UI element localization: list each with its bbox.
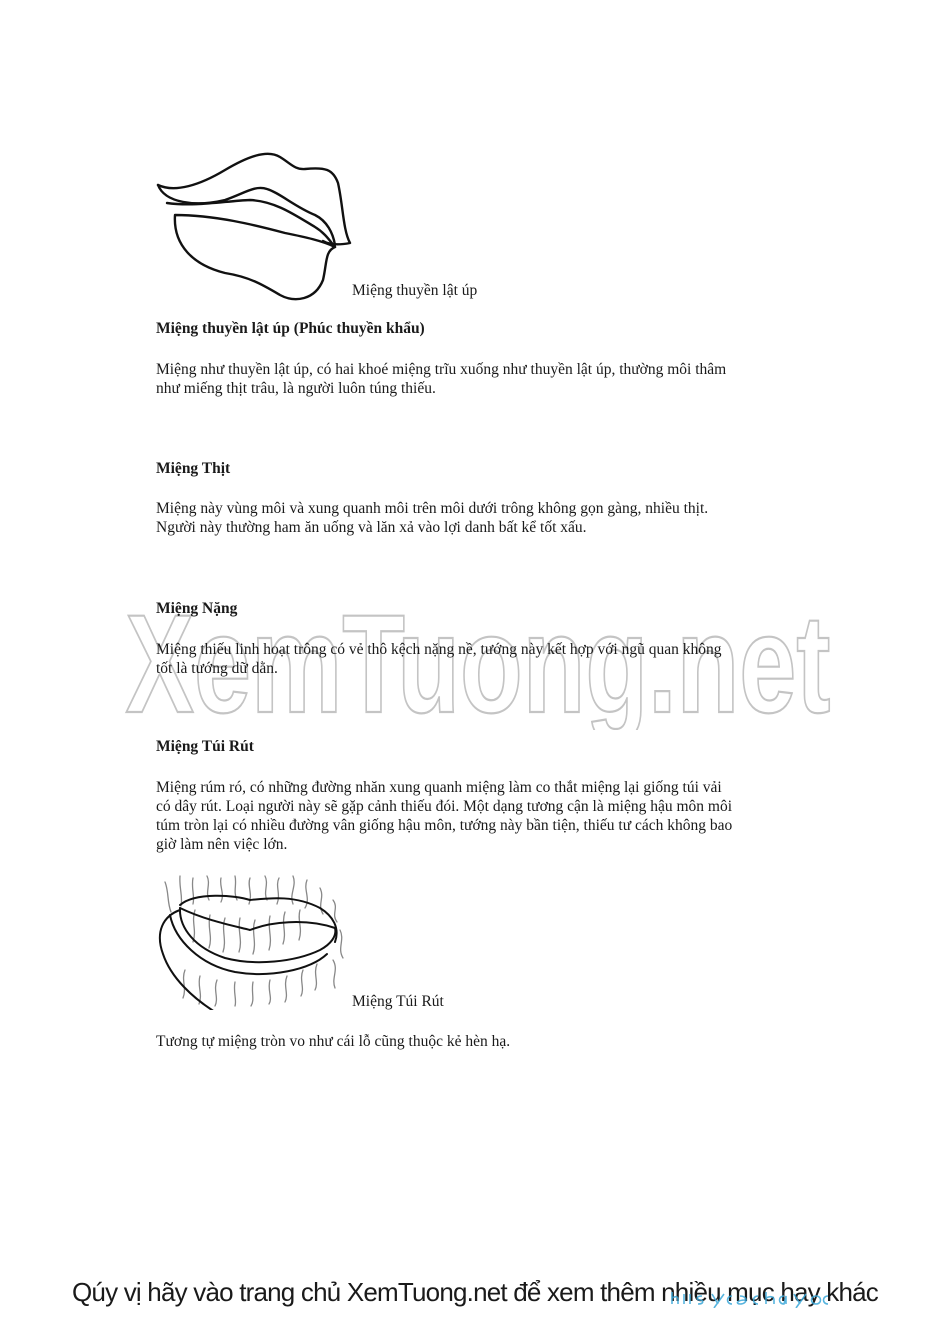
paragraph-line: Người này thường ham ăn uống và lăn xả vào lợi danh bất kể tốt xấu. — [156, 519, 587, 536]
section-paragraph — [156, 499, 806, 537]
section-paragraph — [156, 778, 806, 854]
watermark-text: XemTuong.net — [125, 600, 831, 730]
footer-banner: Qúy vị hãy vào trang chủ XemTuong.net để xem thêm nhiều mục hay khác — [72, 1277, 878, 1307]
paragraph-line: tốt là tướng dữ dằn. — [156, 660, 278, 677]
upturned-boat-mouth-drawing-icon — [155, 145, 355, 305]
section-heading: Miệng thuyền lật úp (Phúc thuyền khẩu) — [156, 320, 425, 337]
figure-caption: Miệng thuyền lật úp — [352, 282, 478, 299]
section-paragraph — [156, 360, 806, 398]
drawstring-mouth-drawing-icon — [155, 870, 355, 1010]
section-heading: Miệng Nặng — [156, 600, 238, 617]
paragraph-line: Miệng như thuyền lật úp, có hai khoé miệng trĩu xuống như thuyền lật úp, thường môi thâm — [156, 361, 727, 378]
section-heading: Miệng Túi Rút — [156, 738, 254, 755]
section-paragraph — [156, 640, 806, 678]
paragraph-line: Miệng thiếu linh hoạt trông có vẻ thô kệch nặng nề, tướng này kết hợp với ngũ quan không — [156, 641, 722, 658]
paragraph-line: Miệng rúm ró, có những đường nhăn xung quanh miệng làm co thắt miệng lại giống túi vải — [156, 779, 722, 796]
paragraph-line: Miệng này vùng môi và xung quanh môi trên môi dưới trông không gọn gàng, nhiều thịt. — [156, 500, 709, 517]
paragraph-line: giờ làm nên việc lớn. — [156, 836, 288, 853]
paragraph-line: túm tròn lại có nhiều đường vân giống hậu môn, tướng này bần tiện, thiếu tư cách không bao — [156, 817, 733, 834]
paragraph-line: có dây rút. Loại người này sẽ gặp cảnh thiếu đói. Một dạng tương cận là miệng hậu môn môi — [156, 798, 732, 815]
paragraph-line: như miếng thịt trâu, là người luôn túng thiếu. — [156, 380, 436, 397]
closing-paragraph — [156, 1032, 806, 1051]
section-heading: Miệng Thịt — [156, 460, 231, 477]
paragraph-line: Tương tự miệng tròn vo như cái lỗ cũng thuộc kẻ hèn hạ. — [156, 1033, 511, 1050]
figure-caption: Miệng Túi Rút — [352, 993, 444, 1010]
